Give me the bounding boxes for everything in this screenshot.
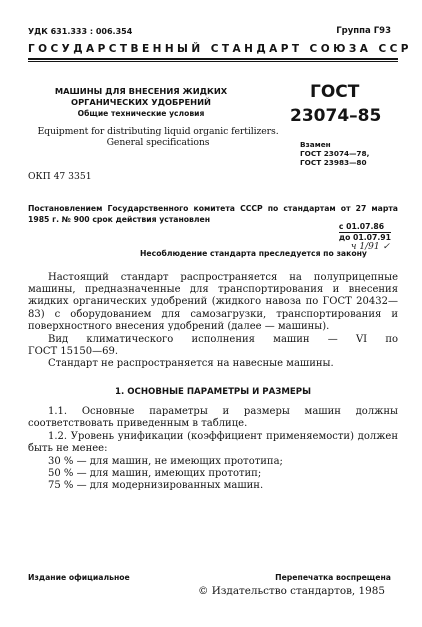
replaced-standard-2: ГОСТ 23983—80	[300, 158, 367, 167]
replaces-label: Взамен	[300, 140, 331, 149]
gost-number: 23074–85	[290, 106, 382, 126]
valid-to: до 01.07.91	[338, 233, 391, 242]
validity-dates	[339, 222, 391, 243]
okp-code: ОКП 47 3351	[28, 171, 92, 182]
english-title-line-1: Equipment for distributing liquid organic fertilizers.	[37, 126, 279, 137]
copyright: © Издательство стандартов, 1985	[198, 585, 385, 597]
edition-note: Издание официальное	[28, 573, 130, 582]
gost-label: ГОСТ	[310, 82, 360, 102]
header-rule-thick	[28, 58, 398, 60]
clause-1-1: 1.1. Основные параметры и размеры машин должны соответствовать приведенным в таблице.	[28, 406, 398, 430]
section-heading: 1. ОСНОВНЫЕ ПАРАМЕТРЫ И РАЗМЕРЫ	[115, 387, 311, 397]
list-item: 50 % — для машин, имеющих прототип;	[48, 468, 262, 480]
title-subtitle: Общие технические условия	[77, 109, 205, 118]
udk-code: УДК 631.333 : 006.354	[28, 27, 133, 36]
title-line-1: МАШИНЫ ДЛЯ ВНЕСЕНИЯ ЖИДКИХ	[54, 86, 228, 96]
replaces-block	[300, 140, 369, 167]
resolution-text: Постановлением Государственного комитета СССР по стандартам от 27 марта 1985 г. № 900 срок действия установлен	[28, 204, 398, 224]
compliance-note: Несоблюдение стандарта преследуется по закону	[140, 249, 367, 258]
list-item: 30 % — для машин, не имеющих прототипа;	[48, 456, 283, 467]
document-title	[52, 86, 230, 119]
clause-1-2: 1.2. Уровень унификации (коэффициент применяемости) должен быть не менее:	[28, 431, 398, 455]
handwritten-signature: ч 1/91 ✓	[350, 242, 390, 252]
english-title	[28, 126, 288, 148]
replaced-standard-1: ГОСТ 23074—78,	[300, 149, 370, 158]
valid-from: с 01.07.86	[338, 222, 385, 231]
scope-paragraph: Настоящий стандарт распространяется на полуприцепные машины, предназначенные для транспортирования и внесения жидких органических удобрений (жидкого навоза по ГОСТ 20432—83) с оборудованием для самозагрузки, транспортирования и поверхностного внесения удобрений (далее — машины).	[28, 272, 398, 332]
unification-list	[48, 456, 378, 493]
climate-paragraph: Вид климатического исполнения машин — VI по	[48, 334, 398, 345]
standard-heading: ГОСУДАРСТВЕННЫЙ СТАНДАРТ СОЮЗА ССР	[28, 43, 412, 55]
reprint-note: Перепечатка воспрещена	[275, 573, 391, 582]
title-line-2: ОРГАНИЧЕСКИХ УДОБРЕНИЙ	[71, 97, 211, 107]
climate-paragraph-cont: ГОСТ 15150—69.	[28, 346, 119, 357]
list-item: 75 % — для модернизированных машин.	[48, 480, 264, 492]
exclusion-paragraph: Стандарт не распространяется на навесные машины.	[48, 358, 334, 369]
group-code: Группа Г93	[336, 26, 391, 36]
header-rule-thin	[28, 61, 398, 62]
english-title-line-2: General specifications	[106, 137, 210, 148]
